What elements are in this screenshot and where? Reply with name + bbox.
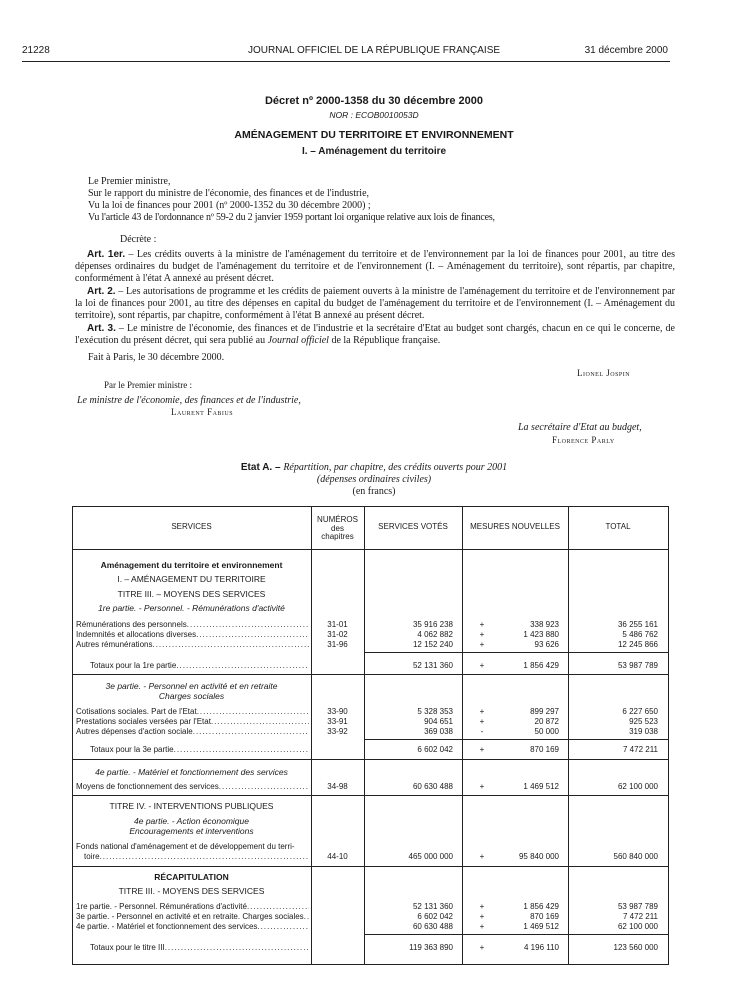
row-total: 5 486 762 — [622, 630, 658, 639]
row-total: 36 255 161 — [617, 620, 658, 629]
row-votes: 904 651 — [424, 717, 453, 726]
preamble-line-2: Sur le rapport du ministre de l'économie, des finances et de l'industrie, — [88, 188, 370, 199]
article-3-text: – Le ministre de l'économie, des finances et de l'industrie et la secrétaire d'Etat au budget sont chargés, chacun en ce qui le concerne, de l'exécution du présent décret, qui sera publié au — [75, 323, 675, 346]
row-votes: 35 916 238 — [412, 620, 453, 629]
section-rule — [72, 795, 668, 796]
row-total: 53 987 789 — [617, 902, 658, 911]
row-label-text: 1re partie. - Personnel. Rémunérations d'activité — [76, 902, 247, 911]
part-3-title: 3e partie. - Personnel en activité et en retraite — [105, 681, 278, 691]
row-votes: 6 602 042 — [417, 745, 453, 754]
place-date: Fait à Paris, le 30 décembre 2000. — [88, 352, 225, 363]
etat-a-subtitle: (dépenses ordinaires civiles) — [316, 474, 432, 485]
etat-a-heading: Répartition, par chapitre, des crédits ouverts pour 2001 — [283, 462, 508, 473]
article-2 — [75, 286, 675, 322]
row-label — [76, 782, 309, 792]
row-chapter: 31-96 — [327, 640, 348, 649]
row-total: 560 840 000 — [613, 852, 658, 861]
row-label-text: Prestations sociales versées par l'Etat — [76, 717, 211, 726]
row-label-text: toire — [84, 852, 100, 861]
subtotal-rule — [364, 934, 668, 935]
article-1-label: Art. 1er. — [87, 249, 126, 260]
row-label — [76, 902, 309, 912]
row-label-text: Indemnités et allocations diverses — [76, 630, 197, 639]
row-chapter: 33-90 — [327, 707, 348, 716]
preamble-line-1: Le Premier ministre, — [88, 176, 171, 187]
row-sign: + — [479, 661, 485, 670]
row-label-text: 4e partie. - Matériel et fonctionnement des services — [76, 922, 258, 931]
row-mesures: 870 169 — [530, 745, 559, 754]
row-total: 7 472 211 — [623, 745, 658, 754]
row-label — [90, 745, 309, 755]
row-total: 6 227 650 — [622, 707, 658, 716]
header-services: SERVICES — [171, 522, 212, 531]
row-total: 53 987 789 — [617, 661, 658, 670]
row-total: 62 100 000 — [617, 922, 658, 931]
article-2-text: – Les autorisations de programme et les crédits de paiement ouverts à la ministre de l'aménagement du territoire et de l'environnement par la loi de finances pour 2001, au titre des dépenses en capital du budget de l'aménagement du territoire et de l'environnement (I. – Aménagement du territoire), sont répartis, par chapitre, conformément à l'état B annexé au présent décret. — [75, 286, 676, 321]
row-chapter: 33-91 — [327, 717, 348, 726]
table-top-border — [72, 506, 669, 507]
decrete: Décrète : — [120, 234, 157, 245]
row-mesures: 1 469 512 — [523, 782, 559, 791]
row-sign: + — [479, 852, 485, 861]
issue-date: 31 décembre 2000 — [584, 45, 668, 56]
secretary-title: La secrétaire d'Etat au budget, — [518, 422, 642, 433]
header-rule — [22, 61, 670, 62]
row-sign: + — [479, 630, 485, 639]
row-label — [90, 943, 309, 953]
article-3 — [75, 323, 675, 347]
row-sign: + — [479, 745, 485, 754]
section-amenagement: I. – AMÉNAGEMENT DU TERRITOIRE — [117, 574, 266, 584]
row-chapter: 34-98 — [327, 782, 348, 791]
page-number: 21228 — [22, 45, 50, 56]
article-2-label: Art. 2. — [87, 286, 116, 297]
row-votes: 5 328 353 — [417, 707, 453, 716]
row-label-text: Totaux pour la 3e partie — [90, 745, 174, 754]
part-4-title: 4e partie. - Matériel et fonctionnement des services — [95, 767, 288, 777]
secretary-signature: Florence Parly — [552, 435, 615, 445]
row-votes: 60 630 488 — [412, 782, 453, 791]
subtotal-rule — [364, 652, 668, 653]
article-1 — [75, 249, 675, 285]
article-1-text: – Les crédits ouverts à la ministre de l'aménagement du territoire et de l'environnement par la loi de finances pour 2001, au titre des dépenses ordinaires du budget de l'aménagement du territoire et de l'environnement (I. – Aménagement du territoire), sont répartis, par chapitre, conformément à l'état A annexé au présent décret. — [75, 249, 675, 284]
article-3-label: Art. 3. — [87, 323, 116, 334]
header-des: des — [331, 524, 344, 533]
decree-title: Décret nº 2000-1358 du 30 décembre 2000 — [264, 95, 484, 107]
row-votes: 52 131 360 — [412, 902, 453, 911]
row-sign: + — [479, 902, 485, 911]
row-total: 12 245 866 — [617, 640, 658, 649]
row-label-text: Totaux pour la 1re partie — [90, 661, 177, 670]
row-sign: + — [479, 717, 485, 726]
part-3-subtitle: Charges sociales — [158, 691, 225, 701]
row-sign: + — [479, 640, 485, 649]
part-1-title: 1re partie. - Personnel. - Rémunérations d'activité — [98, 603, 285, 613]
decree-subheading — [0, 146, 748, 157]
header-numeros: NUMÉROS — [317, 515, 358, 524]
row-label — [76, 912, 309, 922]
row-votes: 119 363 890 — [409, 943, 453, 952]
row-sign: + — [479, 943, 485, 952]
row-sign: + — [479, 922, 485, 931]
row-label-text: Moyens de fonctionnement des services — [76, 782, 219, 791]
row-sign: + — [479, 707, 485, 716]
section-rule — [72, 866, 668, 867]
row-votes: 6 602 042 — [417, 912, 453, 921]
journal-officiel-ref: Journal officiel — [267, 335, 329, 346]
row-mesures: 93 626 — [534, 640, 559, 649]
row-votes: 60 630 488 — [412, 922, 453, 931]
header-mesures-nouvelles: MESURES NOUVELLES — [470, 522, 560, 531]
row-mesures: 870 169 — [530, 912, 559, 921]
row-chapter: 33-92 — [327, 727, 348, 736]
etat-a-title — [0, 462, 748, 473]
journal-title: JOURNAL OFFICIEL DE LA RÉPUBLIQUE FRANÇAISE — [247, 45, 501, 56]
etat-a-label: Etat A. – — [240, 462, 284, 473]
titre-iv-part-subtitle: Encouragements et interventions — [129, 826, 254, 836]
subheading-text: I. – Aménagement du territoire — [301, 146, 447, 157]
row-total: 62 100 000 — [617, 782, 658, 791]
row-chapter: 44-10 — [327, 852, 348, 861]
section-titre-iv: TITRE IV. - INTERVENTIONS PUBLIQUES — [109, 801, 274, 811]
row-label-text: Autres rémunérations — [76, 640, 153, 649]
row-label — [76, 717, 309, 727]
row-mesures: 50 000 — [534, 727, 559, 736]
section-rule — [72, 674, 668, 675]
header-services-votes: SERVICES VOTÉS — [378, 522, 448, 531]
section-titre-iii: TITRE III. – MOYENS DES SERVICES — [117, 589, 266, 599]
row-mesures: 95 840 000 — [518, 852, 559, 861]
row-label — [84, 852, 309, 862]
section-main: Aménagement du territoire et environnement — [100, 560, 283, 570]
row-mesures: 1 469 512 — [523, 922, 559, 931]
row-label-text: Totaux pour le titre III — [90, 943, 165, 952]
minister-signature: Laurent Fabius — [171, 407, 234, 417]
nor-reference: NOR : ECOB0010053D — [329, 110, 419, 120]
preamble-line-3: Vu la loi de finances pour 2001 (nº 2000-1352 du 30 décembre 2000) ; — [88, 200, 371, 211]
recapitulation-title: RÉCAPITULATION — [154, 872, 229, 882]
table-right-border — [668, 506, 669, 965]
row-mesures: 338 923 — [530, 620, 559, 629]
table-header-border — [72, 549, 669, 550]
fonds-label-line-1: Fonds national d'aménagement et de développement du terri- — [76, 842, 295, 851]
row-label — [76, 707, 309, 717]
row-total: 123 560 000 — [613, 943, 658, 952]
row-sign: + — [479, 912, 485, 921]
par-le-premier-ministre: Par le Premier ministre : — [104, 380, 192, 390]
decree-heading: AMÉNAGEMENT DU TERRITOIRE ET ENVIRONNEMENT — [234, 129, 514, 141]
row-mesures: 4 196 110 — [524, 943, 559, 952]
preamble-line-4: Vu l'article 43 de l'ordonnance nº 59-2 du 2 janvier 1959 portant loi organique relative aux lois de finances, — [88, 212, 495, 223]
row-label-text: 3e partie. - Personnel en activité et en retraite. Charges sociales — [76, 912, 304, 921]
titre-iv-part-title: 4e partie. - Action économique — [134, 816, 249, 826]
row-label — [76, 727, 309, 737]
row-votes: 465 000 000 — [408, 852, 453, 861]
etat-a-unit: (en francs) — [352, 486, 396, 497]
row-label-text: Rémunérations des personnels — [76, 620, 187, 629]
header-chapitres: chapitres — [321, 532, 354, 541]
row-votes: 4 062 882 — [417, 630, 453, 639]
row-sign: + — [479, 620, 485, 629]
row-label — [76, 620, 309, 630]
row-label — [76, 640, 309, 650]
row-mesures: 20 872 — [534, 717, 559, 726]
header-total: TOTAL — [605, 522, 631, 531]
recap-titre-iii: TITRE III. - MOYENS DES SERVICES — [118, 886, 265, 896]
row-total: 319 038 — [629, 727, 658, 736]
row-total: 925 523 — [629, 717, 658, 726]
row-votes: 52 131 360 — [412, 661, 453, 670]
row-mesures: 1 856 429 — [523, 661, 559, 670]
row-mesures: 899 297 — [530, 707, 559, 716]
article-3-end: de la République française. — [328, 335, 441, 346]
row-label — [90, 661, 309, 671]
row-votes: 369 038 — [424, 727, 453, 736]
row-label-text: Cotisations sociales. Part de l'Etat — [76, 707, 197, 716]
row-label-text: Autres dépenses d'action sociale — [76, 727, 193, 736]
row-label — [76, 630, 309, 640]
pm-signature: Lionel Jospin — [577, 368, 631, 378]
row-chapter: 31-01 — [327, 620, 348, 629]
row-label — [76, 922, 309, 932]
row-sign: + — [479, 782, 485, 791]
row-mesures: 1 856 429 — [523, 902, 559, 911]
section-rule — [72, 759, 668, 760]
row-chapter: 31-02 — [327, 630, 348, 639]
row-sign: - — [480, 727, 484, 736]
minister-title: Le ministre de l'économie, des finances et de l'industrie, — [77, 395, 301, 406]
table-bottom-border — [72, 964, 669, 965]
row-votes: 12 152 240 — [412, 640, 453, 649]
row-mesures: 1 423 880 — [523, 630, 559, 639]
subtotal-rule — [364, 739, 668, 740]
row-total: 7 472 211 — [623, 912, 658, 921]
